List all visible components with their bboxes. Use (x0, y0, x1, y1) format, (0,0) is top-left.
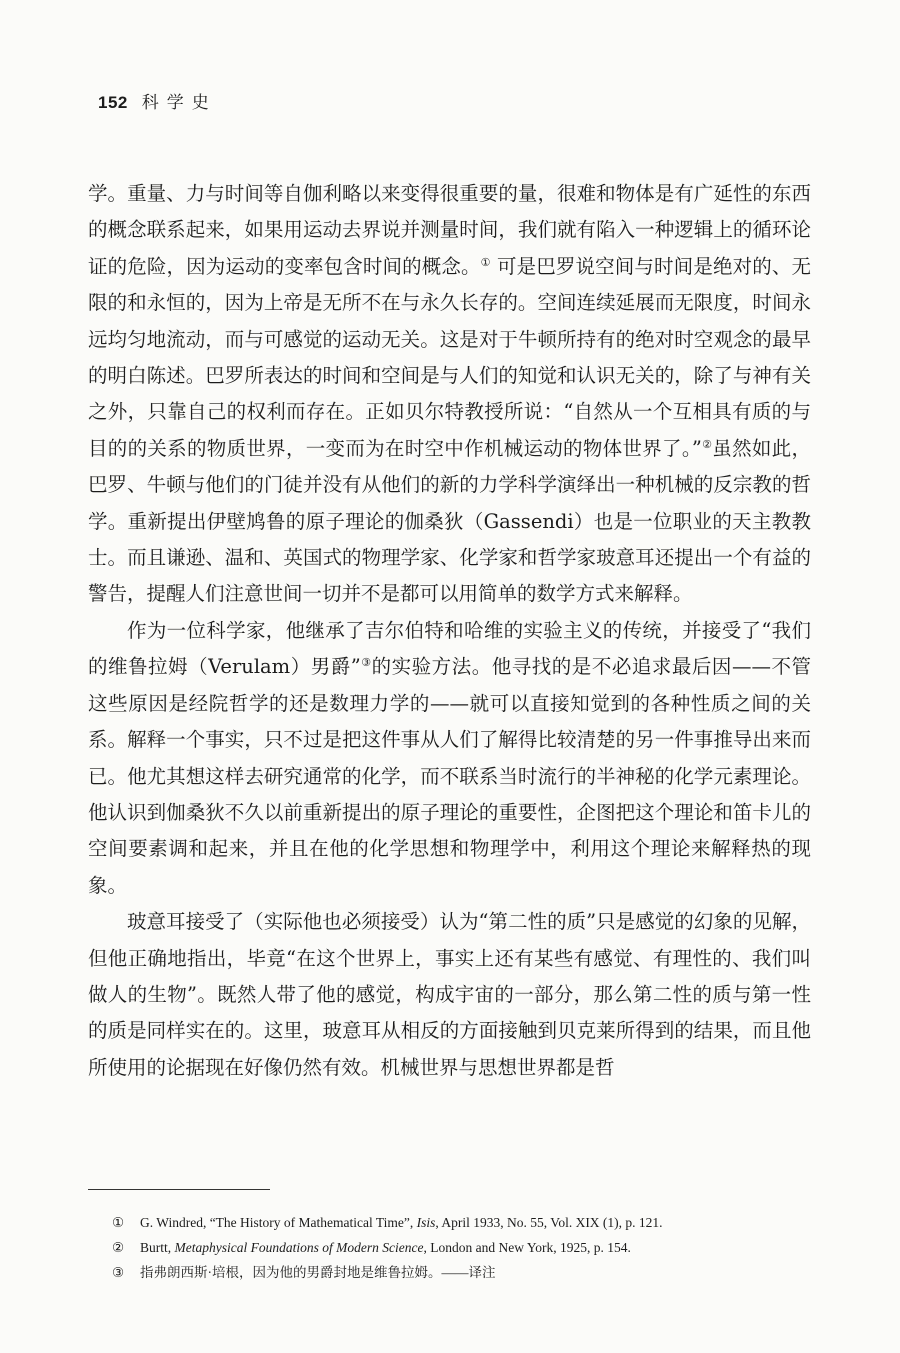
footnote-text: Burtt, (140, 1240, 175, 1255)
paragraph-text: 作为一位科学家，他继承了吉尔伯特和哈维的实验主义的传统，并接受了“我们的维鲁拉姆（Verulam）男爵” (88, 618, 811, 679)
footnote-text: , London and New York, 1925, p. 154. (423, 1240, 631, 1255)
paragraph (88, 613, 811, 904)
book-title: 科学史 (141, 93, 217, 113)
paragraph-text: 虽然如此，巴罗、牛顿与他们的门徒并没有从他们的新的力学科学演绎出一种机械的反宗教的哲学。重新提出伊壁鸠鲁的原子理论的伽桑狄（Gassendi）也是一位职业的天主教教士。而且谦逊、温和、英国式的物理学家、化学家和哲学家玻意耳还提出一个有益的警告，提醒人们注意世间一切并不是都可以用简单的数学方式来解释。 (88, 436, 811, 606)
paragraph-text: 学。重量、力与时间等自伽利略以来变得很重要的量，很难和物体是有广延性的东西的概念联系起来，如果用运动去界说并测量时间，我们就有陷入一种逻辑上的循环论证的危险，因为运动的变率包含时间的概念。 (88, 182, 811, 278)
paragraph-text: 的实验方法。他寻找的是不必追求最后因——不管这些原因是经院哲学的还是数理力学的——就可以直接知觉到的各种性质之间的关系。解释一个事实，只不过是把这件事从人们了解得比较清楚的另一件事推导出来而已。他尤其想这样去研究通常的化学，而不联系当时流行的半神秘的化学元素理论。他认识到伽桑狄不久以前重新提出的原子理论的重要性，企图把这个理论和笛卡儿的空间要素调和起来，并且在他的化学思想和物理学中，利用这个理论来解释热的现象。 (88, 655, 811, 897)
footnote-italic: Isis (416, 1215, 436, 1230)
paragraph-text: 玻意耳接受了（实际他也必须接受）认为“第二性的质”只是感觉的幻象的见解，但他正确地指出，毕竟“在这个世界上，事实上还有某些有感觉、有理性的、我们叫做人的生物”。既然人带了他的感觉，构成宇宙的一部分，那么第二性的质与第一性的质是同样实在的。这里，玻意耳从相反的方面接触到贝克莱所得到的结果，而且他所使用的论据现在好像仍然有效。机械世界与思想世界都是哲 (88, 910, 811, 1079)
footnote-ref-2[interactable]: ② (701, 437, 713, 451)
footnote-item (112, 1210, 812, 1235)
running-head (98, 88, 217, 113)
footnote-text: 指弗朗西斯·培根，因为他的男爵封地是维鲁拉姆。——译注 (140, 1265, 496, 1280)
footnote-text: , April 1933, No. 55, Vol. XIX (1), p. 121. (435, 1215, 663, 1230)
body-text (88, 176, 811, 1086)
footnote-item (112, 1260, 812, 1285)
footnote-text: G. Windred, “The History of Mathematical Time”, (140, 1215, 417, 1230)
footnote-mark: ① (112, 1215, 125, 1230)
footnote-mark: ② (112, 1240, 125, 1255)
page-number: 152 (98, 93, 128, 112)
paragraph-text: 可是巴罗说空间与时间是绝对的、无限的和永恒的，因为上帝是无所不在与永久长存的。空间连续延展而无限度，时间永远均匀地流动，而与可感觉的运动无关。这是对于牛顿所持有的绝对时空观念的最早的明白陈述。巴罗所表达的时间和空间是与人们的知觉和认识无关的，除了与神有关之外，只靠自己的权利而存在。正如贝尔特教授所说：“自然从一个互相具有质的与目的的关系的物质世界，一变而为在时空中作机械运动的物体世界了。” (88, 254, 811, 460)
footnote-ref-1[interactable]: ① (480, 255, 491, 269)
footnote-ref-3[interactable]: ③ (360, 656, 372, 670)
footnote-italic: Metaphysical Foundations of Modern Science (174, 1240, 424, 1255)
footnote-divider (88, 1189, 270, 1190)
footnote-mark: ③ (112, 1265, 125, 1280)
paragraph (88, 176, 811, 613)
footnote-item (112, 1235, 812, 1260)
paragraph (88, 904, 811, 1086)
footnotes (112, 1210, 812, 1285)
